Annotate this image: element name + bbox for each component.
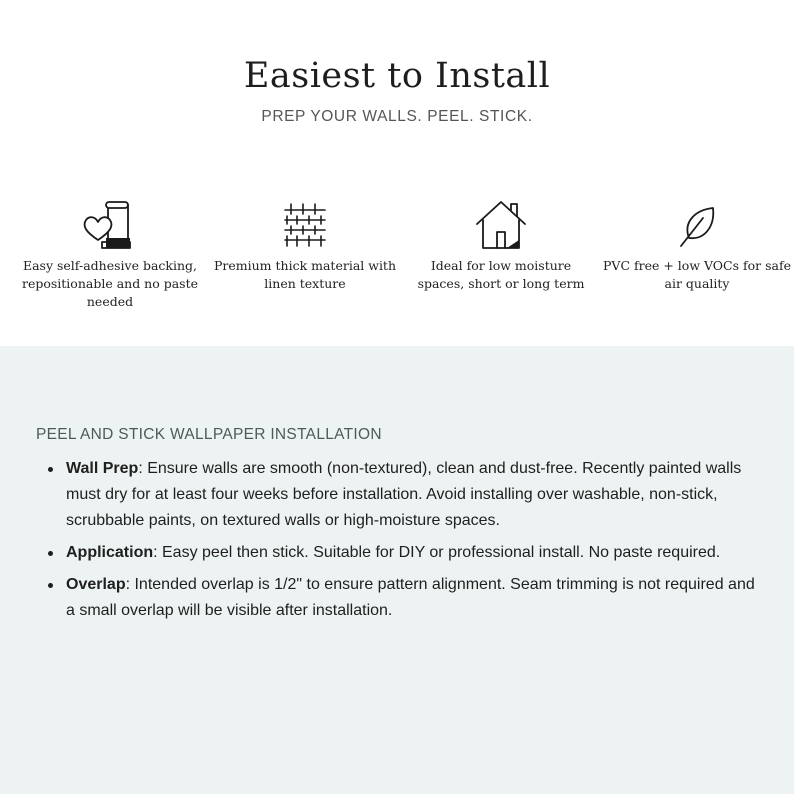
feature-pvc-free bbox=[602, 198, 792, 293]
top-section bbox=[0, 0, 794, 346]
installation-section bbox=[0, 346, 794, 794]
feature-self-adhesive bbox=[15, 198, 205, 311]
feature-thick-material bbox=[210, 198, 400, 293]
page-subtitle: PREP YOUR WALLS. PEEL. STICK. bbox=[261, 108, 533, 125]
linen-weave-icon bbox=[275, 198, 335, 252]
feature-low-moisture bbox=[406, 198, 596, 293]
installation-list bbox=[36, 456, 766, 630]
feature-label: Ideal for low moisture spaces, short or long term bbox=[417, 258, 585, 291]
bullet-dot bbox=[48, 583, 53, 588]
feature-label: PVC free + low VOCs for safe air quality bbox=[603, 258, 791, 291]
bullet-dot bbox=[48, 551, 53, 556]
list-item bbox=[36, 572, 766, 624]
features-row bbox=[0, 198, 794, 328]
leaf-icon bbox=[667, 198, 727, 252]
wallpaper-roll-heart-icon bbox=[80, 198, 140, 252]
item-term: Application bbox=[66, 544, 154, 561]
item-text: : Easy peel then stick. Suitable for DIY or professional install. No paste required. bbox=[153, 544, 721, 561]
item-text: : Intended overlap is 1/2" to ensure pattern alignment. Seam trimming is not required and a small overlap will be visible after installation. bbox=[66, 576, 755, 619]
item-term: Overlap bbox=[66, 576, 126, 593]
list-item bbox=[36, 540, 766, 566]
house-icon bbox=[471, 198, 531, 252]
item-term: Wall Prep bbox=[66, 460, 139, 477]
feature-label: Premium thick material with linen texture bbox=[213, 258, 397, 291]
item-text: : Ensure walls are smooth (non-textured), clean and dust-free. Recently painted walls must dry for at least four weeks before installation. Avoid installing over washable, non-stick, scrubbable paints, on textured walls or high-moisture spaces. bbox=[66, 460, 742, 529]
feature-label: Easy self-adhesive backing, repositionable and no paste needed bbox=[21, 258, 199, 309]
installation-heading: PEEL AND STICK WALLPAPER INSTALLATION bbox=[36, 426, 382, 443]
page-title: Easiest to Install bbox=[243, 56, 551, 96]
list-item bbox=[36, 456, 766, 534]
bullet-dot bbox=[48, 467, 53, 472]
